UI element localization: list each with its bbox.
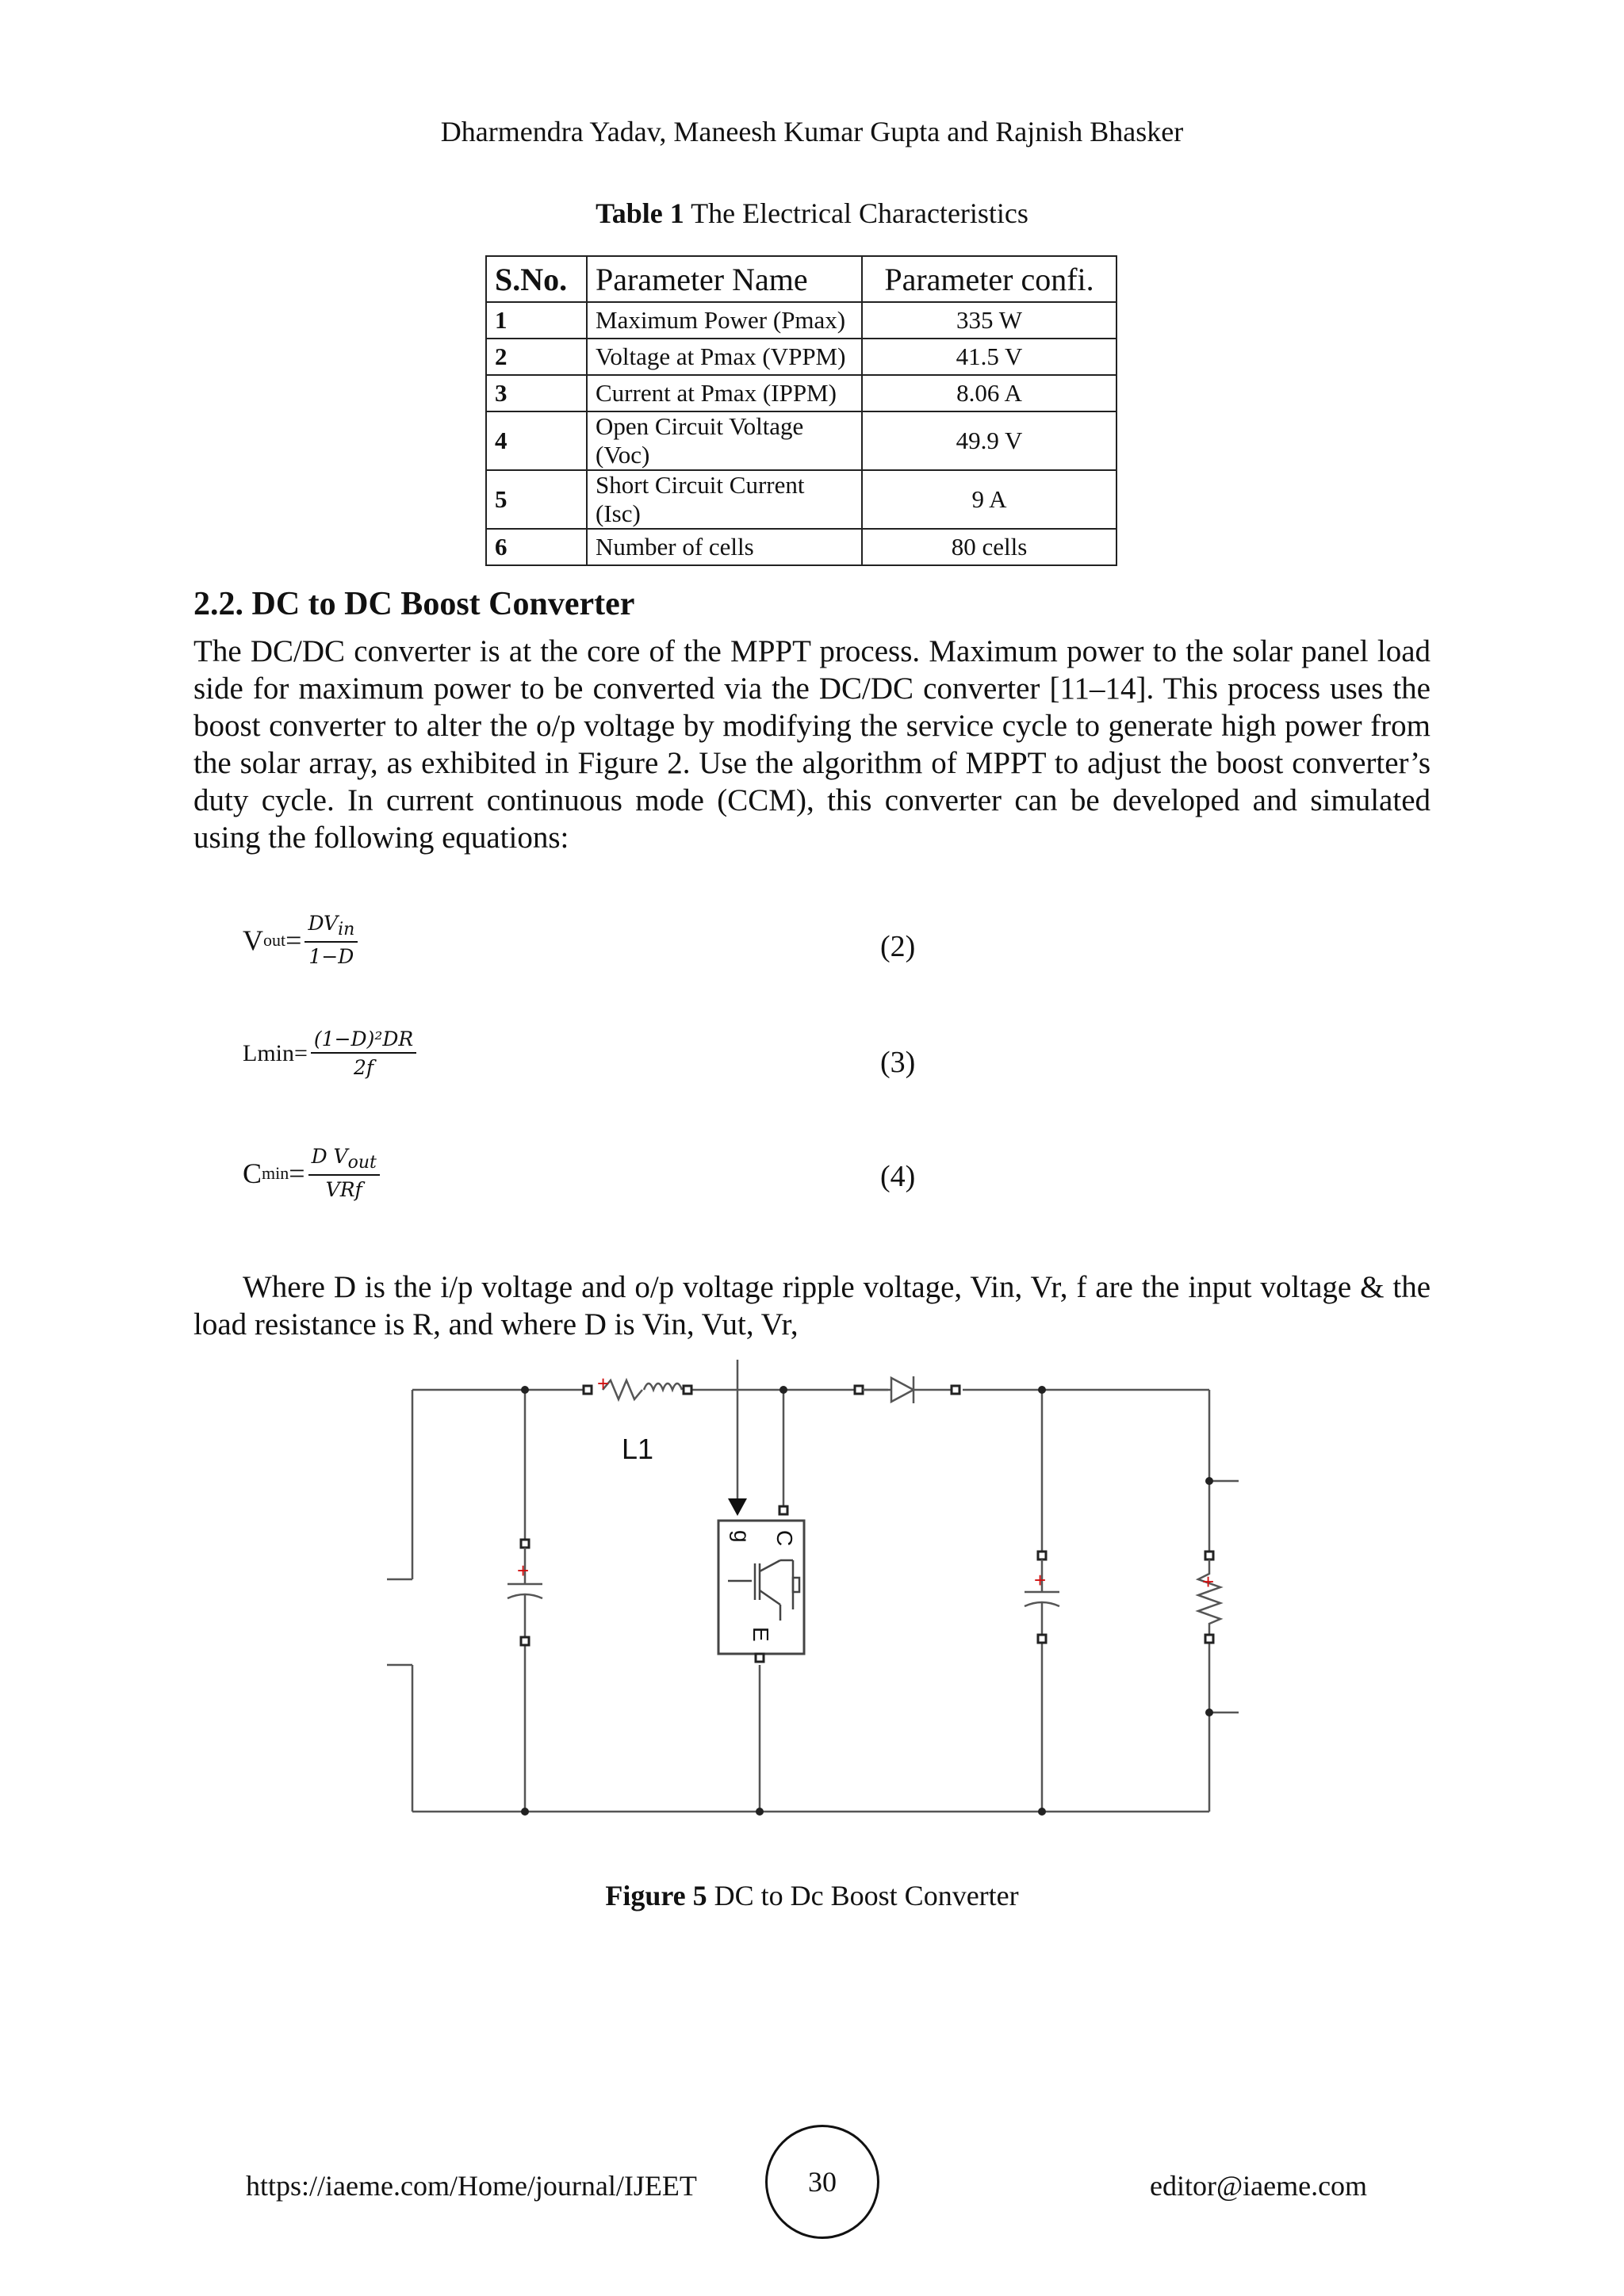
numerator-sub: out	[347, 1153, 377, 1173]
figure-caption-label: Figure 5	[605, 1880, 707, 1911]
body-paragraph: The DC/DC converter is at the core of the MPPT process. Maximum power to the solar panel load side for maximum power to be converted via the DC/DC converter [11–14]. This process uses the boost converter to alter the o/p voltage by modifying the service cycle to generate high power from the solar array, as exhibited in Figure 2. Use the algorithm of MPPT to adjust the boost converter’s duty cycle. In current continuous mode (CCM), this converter can be developed and simulated using the following equations:	[193, 634, 1431, 855]
table-cell: 41.5 V	[862, 339, 1116, 375]
table-cell: Open Circuit Voltage (Voc)	[587, 411, 862, 470]
table-cell: Short Circuit Current (Isc)	[587, 470, 862, 529]
terminal-icon	[1038, 1635, 1046, 1643]
terminal-icon	[779, 1506, 787, 1514]
section-heading: 2.2. DC to DC Boost Converter	[193, 586, 635, 622]
table-header-cell: S.No.	[486, 256, 587, 302]
equation-lhs: Lmin	[243, 1039, 294, 1066]
table-cell: 3	[486, 375, 587, 411]
table-cell: 4	[486, 411, 587, 470]
body-paragraph: Where D is the i/p voltage and o/p voltage ripple voltage, Vin, Vr, f are the input voltage & the load resistance is R, and where D is Vin, Vut, Vr,	[193, 1270, 1431, 1341]
terminal-icon	[584, 1386, 592, 1394]
diode-icon	[863, 1376, 952, 1403]
terminal-icon	[1205, 1635, 1213, 1643]
figure-caption-text: DC to Dc Boost Converter	[707, 1880, 1019, 1911]
equation-denominator: VRf	[325, 1178, 362, 1201]
equation-sign: =	[285, 924, 302, 956]
running-header: Dharmendra Yadav, Maneesh Kumar Gupta and Rajnish Bhasker	[440, 116, 1184, 147]
page-number: 30	[765, 2125, 879, 2239]
igbt-collector-label: C	[772, 1530, 797, 1547]
table-cell: 1	[486, 302, 587, 339]
equation-number: (3)	[880, 1046, 916, 1079]
table-cell: Number of cells	[587, 529, 862, 565]
table-cell: 2	[486, 339, 587, 375]
equation-lhs: V	[243, 924, 263, 956]
table-cell: Current at Pmax (IPPM)	[587, 375, 862, 411]
terminal-icon	[952, 1386, 959, 1394]
terminal-icon	[756, 1654, 764, 1662]
terminal-icon	[855, 1386, 863, 1394]
table-cell: 80 cells	[862, 529, 1116, 565]
numerator-sub: in	[338, 920, 355, 939]
equation-lhs-sub: min	[262, 1162, 289, 1183]
equation-number: (4)	[880, 1160, 916, 1193]
terminal-icon	[1038, 1552, 1046, 1559]
igbt-gate-label: g	[730, 1530, 754, 1543]
equation-sign: =	[294, 1039, 308, 1066]
terminal-icon	[684, 1386, 691, 1394]
table-cell: Maximum Power (Pmax)	[587, 302, 862, 339]
equation-number: (2)	[880, 930, 916, 963]
table-cell: 335 W	[862, 302, 1116, 339]
polarity-plus-icon: +	[597, 1372, 610, 1395]
equation-denominator: 2f	[353, 1056, 374, 1079]
terminal-icon	[521, 1540, 529, 1548]
polarity-plus-icon: +	[1202, 1570, 1215, 1594]
table-header-cell: Parameter Name	[587, 256, 862, 302]
equation-denominator: 1−D	[308, 945, 354, 968]
table-cell: 5	[486, 470, 587, 529]
circuit-wires	[387, 1360, 1239, 1812]
table-cell: 49.9 V	[862, 411, 1116, 470]
inductor-icon	[603, 1380, 682, 1399]
equation-lhs: C	[243, 1157, 262, 1189]
table-cell: 6	[486, 529, 587, 565]
polarity-plus-icon: +	[1034, 1568, 1047, 1592]
figure-caption	[0, 1879, 1624, 1912]
table-caption-text: The Electrical Characteristics	[684, 197, 1028, 229]
table-header-cell: Parameter confi.	[862, 256, 1116, 302]
polarity-plus-icon: +	[517, 1559, 530, 1582]
equation-numerator: (1−D)²DR	[311, 1027, 416, 1054]
gate-arrow-icon	[728, 1498, 747, 1516]
table-cell: 9 A	[862, 470, 1116, 529]
equation-sign: =	[289, 1157, 305, 1189]
numerator-text: DV	[308, 912, 339, 935]
table-caption-label: Table 1	[596, 197, 684, 229]
terminal-icon	[1205, 1552, 1213, 1559]
footer-journal-link[interactable]: https://iaeme.com/Home/journal/IJEET	[246, 2170, 697, 2202]
igbt-emitter-label: E	[749, 1627, 773, 1642]
equation-lhs-sub: out	[263, 929, 286, 950]
table-cell: Voltage at Pmax (VPPM)	[587, 339, 862, 375]
terminal-icon	[521, 1637, 529, 1645]
numerator-text: D V	[311, 1145, 348, 1168]
table-cell: 8.06 A	[862, 375, 1116, 411]
footer-email-link[interactable]: editor@iaeme.com	[1150, 2170, 1368, 2202]
inductor-label: L1	[622, 1433, 654, 1465]
